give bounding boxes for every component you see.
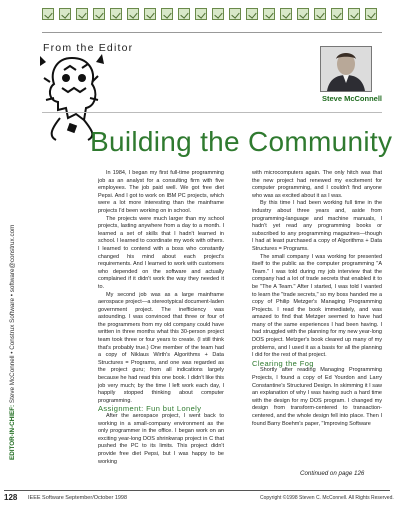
paragraph: The small company I was working for presented itself to the public as the computer programming "A Team." I was told during my job interview that the company had a lot of trade secrets that enabled it to be "The A Team." After I started, I was told I wanted to learn the "trade secrets," so my boss handed me a copy of Philip Metzger's Managing Programming Projects. I read the book immediately, and was amazed to find that Metzger seemed to have had many of the same experiences I had been having. I had struggled with the planning for my new year-long DOS project. Metzger's book cleared up many of my problems, and I used it as a basis for all the planning I did for the rest of that project. xyxy=(252,253,382,359)
checkbox-icon xyxy=(331,8,343,20)
page-number: 128 xyxy=(4,493,18,502)
paragraph: with microcomputers again. The only hitch was that the new project had renewed my excitement for computer programming, and I couldn't find anyone who was as excited about it as I was. xyxy=(252,170,382,199)
paragraph: My second job was as a large mainframe aerospace project—a stereotypical document-laden government project. The inefficiency was astounding. I was convinced that three or four of the programmers from my old company could have written in three months what this 30-person project team took three or four years to create. (I still think that's probably true.) One member of the team had a copy of Niklaus Wirth's Algorithms + Data Structures = Programs, and one was regarded as the project guru; from all indications largely because he had read this one book. I didn't like this job very much; by the time I left work each day, I happily stopped thinking about computer programming. xyxy=(98,291,224,404)
editor-label: EDITOR-IN-CHIEF: xyxy=(9,404,16,460)
paragraph: By this time I had been working full time in the industry about three years and, aside from programming-language and machine manuals, I hadn't yet read any programming books or subscribed to any programming magazines—though I had at least purchased a copy of Algorithms + Data Structures = Programs. xyxy=(252,200,382,252)
checkbox-icon xyxy=(59,8,71,20)
divider-rule xyxy=(42,112,382,113)
checkbox-icon xyxy=(161,8,173,20)
checkbox-icon xyxy=(144,8,156,20)
footer-rule xyxy=(4,490,390,491)
checkbox-icon xyxy=(280,8,292,20)
checkbox-icon xyxy=(212,8,224,20)
checkbox-icon xyxy=(314,8,326,20)
paragraph: The projects were much larger than my school projects, lasting anywhere from a day to a month. I learned a set of skills that I hadn't learned in school. I learned to coordinate my work with others. I learned to contend with a boss who constantly changed his mind about each project's requirements. And I learned to work with customers who depended on the software and actually complained if it didn't work the way they needed it to. xyxy=(98,215,224,290)
checkbox-icon xyxy=(348,8,360,20)
checkbox-icon xyxy=(93,8,105,20)
publication-info: IEEE Software September/October 1998 xyxy=(28,495,128,501)
checkbox-icon xyxy=(195,8,207,20)
paragraph: In 1984, I began my first full-time programming job as an analyst for a consulting firm with five employees. The job paid well. We got free diet Pepsi. And I got to work on IBM PC projects, which were a lot more interesting than the mainframe projects I'd been working on in school. xyxy=(98,170,224,214)
article-column-1 xyxy=(98,170,224,494)
decorative-checkbox-strip xyxy=(42,8,382,20)
author-name: Steve McConnell xyxy=(321,94,382,103)
author-portrait-icon xyxy=(321,47,371,91)
article-column-2 xyxy=(252,170,382,494)
checkbox-icon xyxy=(263,8,275,20)
continued-note: Continued on page 126 xyxy=(300,470,365,477)
article-title: Building the Community xyxy=(90,126,393,157)
checkbox-icon xyxy=(178,8,190,20)
subheading: Clearing the Fog xyxy=(252,358,314,368)
paragraph: After the aerospace project, I went back to working in a small-company environment as the only programmer in the office. I began work on an exciting year-long DOS shrinkwrap project in C that pushed the PC to its limits. This project didn't provide free diet Pepsi, but I was happy to be working xyxy=(98,413,224,465)
checkbox-icon xyxy=(297,8,309,20)
subheading: Assignment: Fun but Lonely xyxy=(98,404,202,414)
header-rule xyxy=(42,32,382,33)
checkbox-icon xyxy=(110,8,122,20)
checkbox-icon xyxy=(76,8,88,20)
checkbox-icon xyxy=(127,8,139,20)
editor-details: Steve McConnell • Construx Software • software@construx.com xyxy=(9,224,16,404)
checkbox-icon xyxy=(365,8,377,20)
checkbox-icon xyxy=(246,8,258,20)
checkbox-icon xyxy=(229,8,241,20)
checkbox-icon xyxy=(42,8,54,20)
author-photo xyxy=(320,46,372,92)
section-label: From the Editor xyxy=(43,42,134,54)
paragraph: Shortly after reading Managing Programming Projects, I found a copy of Ed Yourdon and Larry Constantine's Structured Design. In skimming it I saw an explanation of why I was having such a hard time with the design for my DOS program. I changed my design from transform-centered to transaction-centered, and the whole design fell into place. Then I found Barry Boehm's paper, "Improving Software xyxy=(252,367,382,427)
copyright: Copyright ©1998 Steven C. McConnell. All Rights Reserved. xyxy=(260,495,394,501)
editor-sidebar xyxy=(4,150,22,460)
